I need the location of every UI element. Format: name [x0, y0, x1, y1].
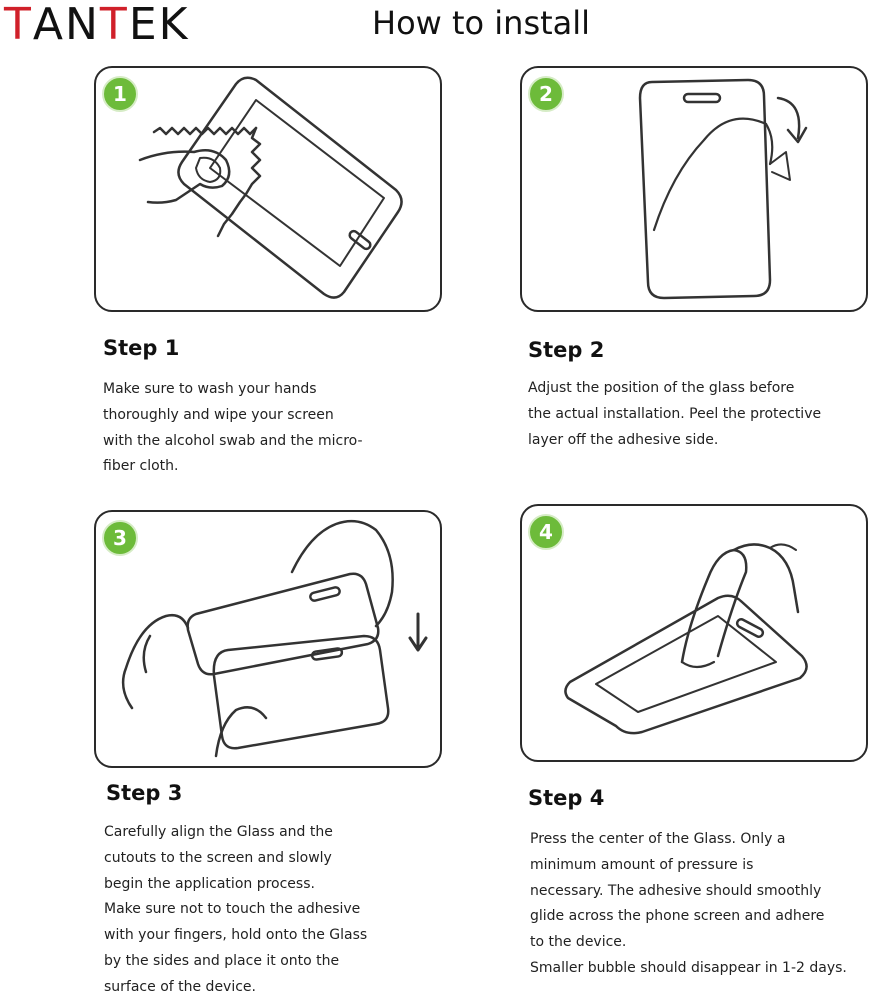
brand-letter: K: [158, 0, 190, 50]
step-2-heading: Step 2: [528, 338, 605, 362]
step-text-line: Make sure to wash your hands: [103, 381, 317, 397]
step-text-line: Smaller bubble should disappear in 1-2 days.: [530, 959, 847, 976]
step-number-badge: 2: [528, 76, 564, 112]
brand-letter: T: [4, 0, 33, 50]
brand-letter: E: [128, 0, 159, 50]
step-text-line: begin the application process.: [104, 875, 315, 892]
step-2-description: [528, 376, 821, 453]
brand-letter: A: [32, 0, 65, 50]
brand-letter: T: [99, 0, 129, 50]
step-4-description: [530, 827, 847, 982]
step-3-description: [104, 820, 367, 1001]
step-number-badge: 4: [528, 514, 564, 550]
step-text-line: surface of the device.: [104, 978, 256, 995]
step-2-illustration: [520, 66, 868, 312]
step-text-line: to the device.: [530, 934, 627, 951]
step-text-line: by the sides and place it onto the: [104, 952, 340, 969]
step-text-line: necessary. The adhesive should smoothly: [530, 882, 822, 899]
step-text-line: fiber cloth.: [103, 458, 179, 475]
step-text-line: Make sure not to touch the adhesive: [104, 901, 361, 918]
step-3-illustration: [94, 510, 442, 768]
step-text-line: Adjust the position of the glass before: [528, 380, 795, 396]
step-text-line: with the alcohol swab and the micro-: [103, 432, 363, 449]
step-4-illustration: [520, 504, 868, 762]
step-text-line: cutouts to the screen and slowly: [104, 849, 332, 866]
wipe-screen-illustration: [96, 68, 442, 312]
step-text-line: with your fingers, hold onto the Glass: [104, 927, 368, 944]
step-3-heading: Step 3: [106, 781, 183, 805]
step-1-illustration: [94, 66, 442, 312]
peel-layer-illustration: [522, 68, 868, 312]
step-number-badge: 3: [102, 520, 138, 556]
step-text-line: glide across the phone screen and adhere: [530, 908, 825, 925]
step-1-description: [103, 377, 363, 480]
step-number-badge: 1: [102, 76, 138, 112]
step-1-heading: Step 1: [103, 336, 180, 360]
step-text-line: minimum amount of pressure is: [530, 856, 754, 873]
press-center-illustration: [522, 506, 868, 762]
brand-logo: [4, 0, 189, 52]
step-text-line: Carefully align the Glass and the: [104, 824, 333, 840]
step-text-line: Press the center of the Glass. Only a: [530, 831, 786, 847]
step-text-line: layer off the adhesive side.: [528, 431, 719, 448]
align-glass-illustration: [96, 512, 442, 768]
step-text-line: thoroughly and wipe your screen: [103, 406, 334, 423]
step-4-heading: Step 4: [528, 786, 605, 810]
page-title: How to install: [372, 4, 591, 42]
step-text-line: the actual installation. Peel the protective: [528, 405, 822, 422]
brand-letter: N: [65, 0, 100, 50]
